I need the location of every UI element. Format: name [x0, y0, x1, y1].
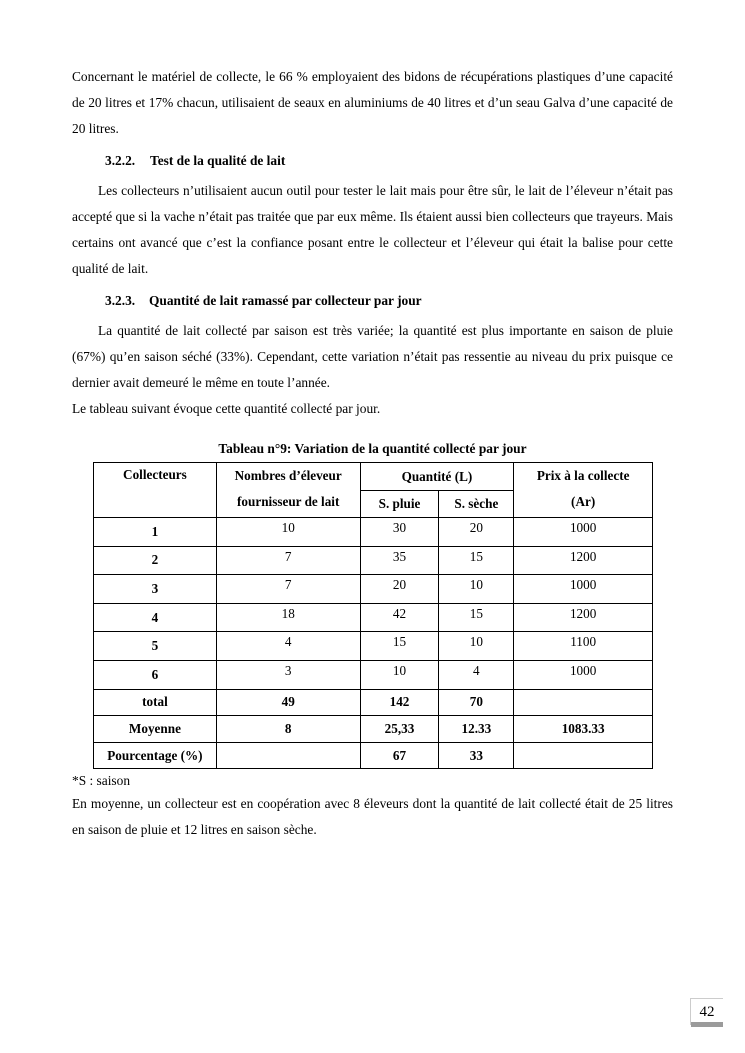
cell-prix: 1200: [514, 546, 653, 575]
cell-pluie: 20: [360, 575, 439, 604]
section-title: Test de la qualité de lait: [150, 153, 286, 168]
cell-moyenne-seche: 12.33: [439, 716, 514, 743]
section-heading-3-2-3: [105, 288, 673, 314]
cell-collecteur: 6: [94, 660, 217, 689]
paragraph-materiel: Concernant le matériel de collecte, le 66 % employaient des bidons de récupérations plastiques d’une capacité de 20 litres et 17% chacun, utilisaient de seaux en aluminiums de 40 litres et d’un seau Galva d’une capacité de 20 litres.: [72, 69, 673, 136]
cell-seche: 20: [439, 518, 514, 547]
cell-seche: 15: [439, 603, 514, 632]
header-saison-seche: S. sèche: [439, 491, 514, 518]
table-header-row: [94, 463, 653, 491]
cell-pluie: 15: [360, 632, 439, 661]
table-row: [94, 546, 653, 575]
cell-pluie: 30: [360, 518, 439, 547]
cell-eleveurs: 7: [216, 546, 360, 575]
cell-prix: 1000: [514, 660, 653, 689]
cell-pourcentage-prix: [514, 742, 653, 769]
table-row: [94, 660, 653, 689]
table-caption: Tableau n°9: Variation de la quantité collecté par jour: [218, 441, 527, 456]
section-title: Quantité de lait ramassé par collecteur par jour: [149, 293, 422, 308]
cell-total-prix: [514, 689, 653, 716]
cell-prix: 1000: [514, 518, 653, 547]
cell-pourcentage-seche: 33: [439, 742, 514, 769]
table-row: [94, 632, 653, 661]
cell-collecteur: 5: [94, 632, 217, 661]
table-row: [94, 518, 653, 547]
table-pourcentage-row: [94, 742, 653, 769]
cell-pluie: 35: [360, 546, 439, 575]
page-number-bar: [691, 1022, 723, 1027]
header-eleveurs: Nombres d’éleveur fournisseur de lait: [216, 463, 360, 518]
section-number: 3.2.3.: [105, 293, 136, 308]
section-heading-3-2-2: [105, 148, 673, 174]
cell-moyenne-label: Moyenne: [94, 716, 217, 743]
cell-pourcentage-pluie: 67: [360, 742, 439, 769]
cell-prix: 1000: [514, 575, 653, 604]
cell-moyenne-prix: 1083.33: [514, 716, 653, 743]
cell-collecteur: 1: [94, 518, 217, 547]
cell-prix: 1200: [514, 603, 653, 632]
cell-eleveurs: 3: [216, 660, 360, 689]
paragraph-quantite: La quantité de lait collecté par saison est très variée; la quantité est plus importante en saison de pluie (67%) qu’en saison séché (33%). Cependant, cette variation n’était pas ressentie au niveau du prix puisque ce dernier avait demeuré le même en toute l’année.: [72, 323, 673, 390]
paragraph-conclusion: En moyenne, un collecteur est en coopération avec 8 éleveurs dont la quantité de lait collecté était de 25 litres en saison de pluie et 12 litres en saison sèche.: [72, 796, 673, 838]
cell-eleveurs: 4: [216, 632, 360, 661]
cell-moyenne-pluie: 25,33: [360, 716, 439, 743]
cell-pluie: 42: [360, 603, 439, 632]
page-number: 42: [690, 998, 723, 1025]
header-saison-pluie: S. pluie: [360, 491, 439, 518]
header-collecteurs: Collecteurs: [94, 463, 217, 518]
table-row: [94, 603, 653, 632]
header-prix-line1: Prix à la collecte: [536, 468, 630, 483]
cell-prix: 1100: [514, 632, 653, 661]
cell-eleveurs: 18: [216, 603, 360, 632]
table-moyenne-row: [94, 716, 653, 743]
cell-total-label: total: [94, 689, 217, 716]
cell-collecteur: 2: [94, 546, 217, 575]
paragraph-qualite: Les collecteurs n’utilisaient aucun outil pour tester le lait mais pour être sûr, le lait de l’éleveur n’était pas accepté que si la vache n’était pas traitée que par eux même. Ils étaient aussi bien collecteurs que trayeurs. Mais certains ont avancé que c’est la confiance posant entre le collecteur et l’éleveur qui était la balise pour cette qualité de lait.: [72, 183, 673, 276]
cell-pluie: 10: [360, 660, 439, 689]
collection-table: [93, 462, 653, 769]
cell-eleveurs: 10: [216, 518, 360, 547]
cell-pourcentage-eleveurs: [216, 742, 360, 769]
cell-eleveurs: 7: [216, 575, 360, 604]
header-quantite: Quantité (L): [360, 463, 514, 491]
cell-pourcentage-label: Pourcentage (%): [94, 742, 217, 769]
cell-seche: 10: [439, 632, 514, 661]
section-number: 3.2.2.: [105, 153, 136, 168]
header-prix: [514, 463, 653, 518]
table-row: [94, 575, 653, 604]
cell-seche: 15: [439, 546, 514, 575]
cell-seche: 4: [439, 660, 514, 689]
paragraph-intro-table: Le tableau suivant évoque cette quantité collecté par jour.: [72, 401, 381, 416]
cell-moyenne-eleveurs: 8: [216, 716, 360, 743]
cell-total-seche: 70: [439, 689, 514, 716]
cell-total-eleveurs: 49: [216, 689, 360, 716]
cell-total-pluie: 142: [360, 689, 439, 716]
cell-seche: 10: [439, 575, 514, 604]
table-total-row: [94, 689, 653, 716]
cell-collecteur: 4: [94, 603, 217, 632]
table-note: *S : saison: [72, 773, 131, 789]
document-page: [72, 64, 673, 843]
cell-collecteur: 3: [94, 575, 217, 604]
header-prix-line2: (Ar): [571, 494, 596, 509]
